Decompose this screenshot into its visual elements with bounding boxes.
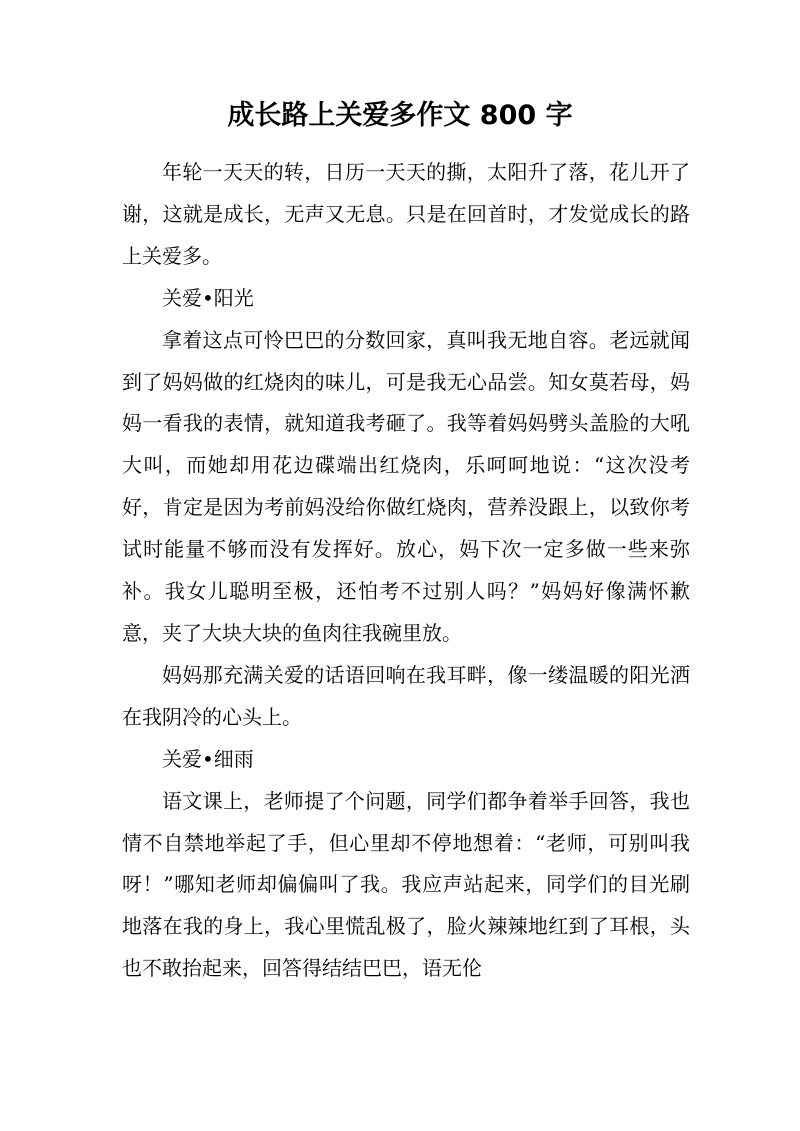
paragraph-drizzle-story: 语文课上，老师提了个问题，同学们都争着举手回答，我也情不自禁地举起了手，但心里却不停地想着：“老师，可别叫我呀！”哪知老师却偏偏叫了我。我应声站起来，同学们的目光刷地落在我的身上，我心里慌乱极了，脸火辣辣地红到了耳根，头也不敢抬起来，回答得结结巴巴，语无伦 <box>122 788 690 981</box>
paragraph-sunshine-story: 拿着这点可怜巴巴的分数回家，真叫我无地自容。老远就闻到了妈妈做的红烧肉的味儿，可是我无心品尝。知女莫若母，妈妈一看我的表情，就知道我考砸了。我等着妈妈劈头盖脸的大吼大叫，而她却用花边碟端出红烧肉，乐呵呵地说：“这次没考好，肯定是因为考前妈没给你做红烧肉，营养没跟上，以致你考试时能量不够而没有发挥好。放心，妈下次一定多做一些来弥补。我女儿聪明至极，还怕考不过别人吗？”妈妈好像满怀歉意，夹了大块大块的鱼肉往我碗里放。 <box>122 327 690 645</box>
paragraph-intro: 年轮一天天的转，日历一天天的撕，太阳升了落，花儿开了谢，这就是成长，无声又无息。只是在回首时，才发觉成长的路上关爱多。 <box>122 160 690 268</box>
section-heading-drizzle: 关爱•细雨 <box>162 746 254 771</box>
paragraph-sunshine-reflection: 妈妈那充满关爱的话语回响在我耳畔，像一缕温暖的阳光洒在我阴冷的心头上。 <box>122 662 690 729</box>
document-title: 成长路上关爱多作文 800 字 <box>227 100 573 131</box>
document-body <box>122 152 690 990</box>
section-heading-sunshine: 关爱•阳光 <box>162 285 254 310</box>
